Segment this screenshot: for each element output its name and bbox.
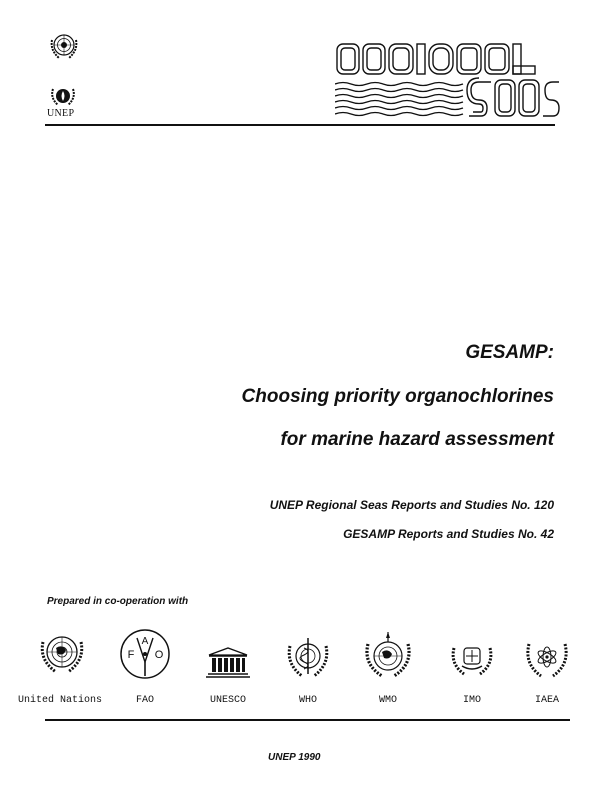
series-line-2: GESAMP Reports and Studies No. 42 xyxy=(343,527,554,541)
wmo-emblem-icon xyxy=(360,630,416,687)
svg-text:A: A xyxy=(141,636,149,647)
series-line-1: UNEP Regional Seas Reports and Studies No. 120 xyxy=(269,498,554,512)
org-label-who: WHO xyxy=(298,695,317,706)
org-label-wmo: WMO xyxy=(378,695,397,706)
un-emblem-icon xyxy=(47,30,81,64)
unep-emblem-icon xyxy=(48,84,78,108)
svg-text:F: F xyxy=(127,649,135,661)
title-heading: GESAMP: xyxy=(465,342,554,363)
unesco-emblem-icon xyxy=(205,647,251,684)
unep-label: UNEP xyxy=(47,108,75,119)
svg-text:O: O xyxy=(154,649,164,661)
footer-imprint: UNEP 1990 xyxy=(268,752,321,763)
org-label-iaea: IAEA xyxy=(534,695,559,706)
org-label-imo: IMO xyxy=(462,695,481,706)
org-label-united-nations: United Nations xyxy=(17,695,102,706)
regional-seas-logo xyxy=(335,40,560,120)
title-line-2: for marine hazard assessment xyxy=(280,429,554,450)
cooperation-label: Prepared in co-operation with xyxy=(47,596,189,607)
imo-emblem-icon xyxy=(448,640,496,685)
org-label-fao: FAO xyxy=(135,695,154,706)
title-line-1: Choosing priority organochlorines xyxy=(241,386,554,407)
iaea-emblem-icon xyxy=(522,636,572,687)
un-emblem-icon xyxy=(36,630,88,683)
fao-emblem-icon xyxy=(119,628,171,685)
who-emblem-icon xyxy=(284,636,332,687)
header-divider xyxy=(45,124,555,126)
footer-divider xyxy=(45,719,570,721)
org-label-unesco: UNESCO xyxy=(209,695,246,706)
